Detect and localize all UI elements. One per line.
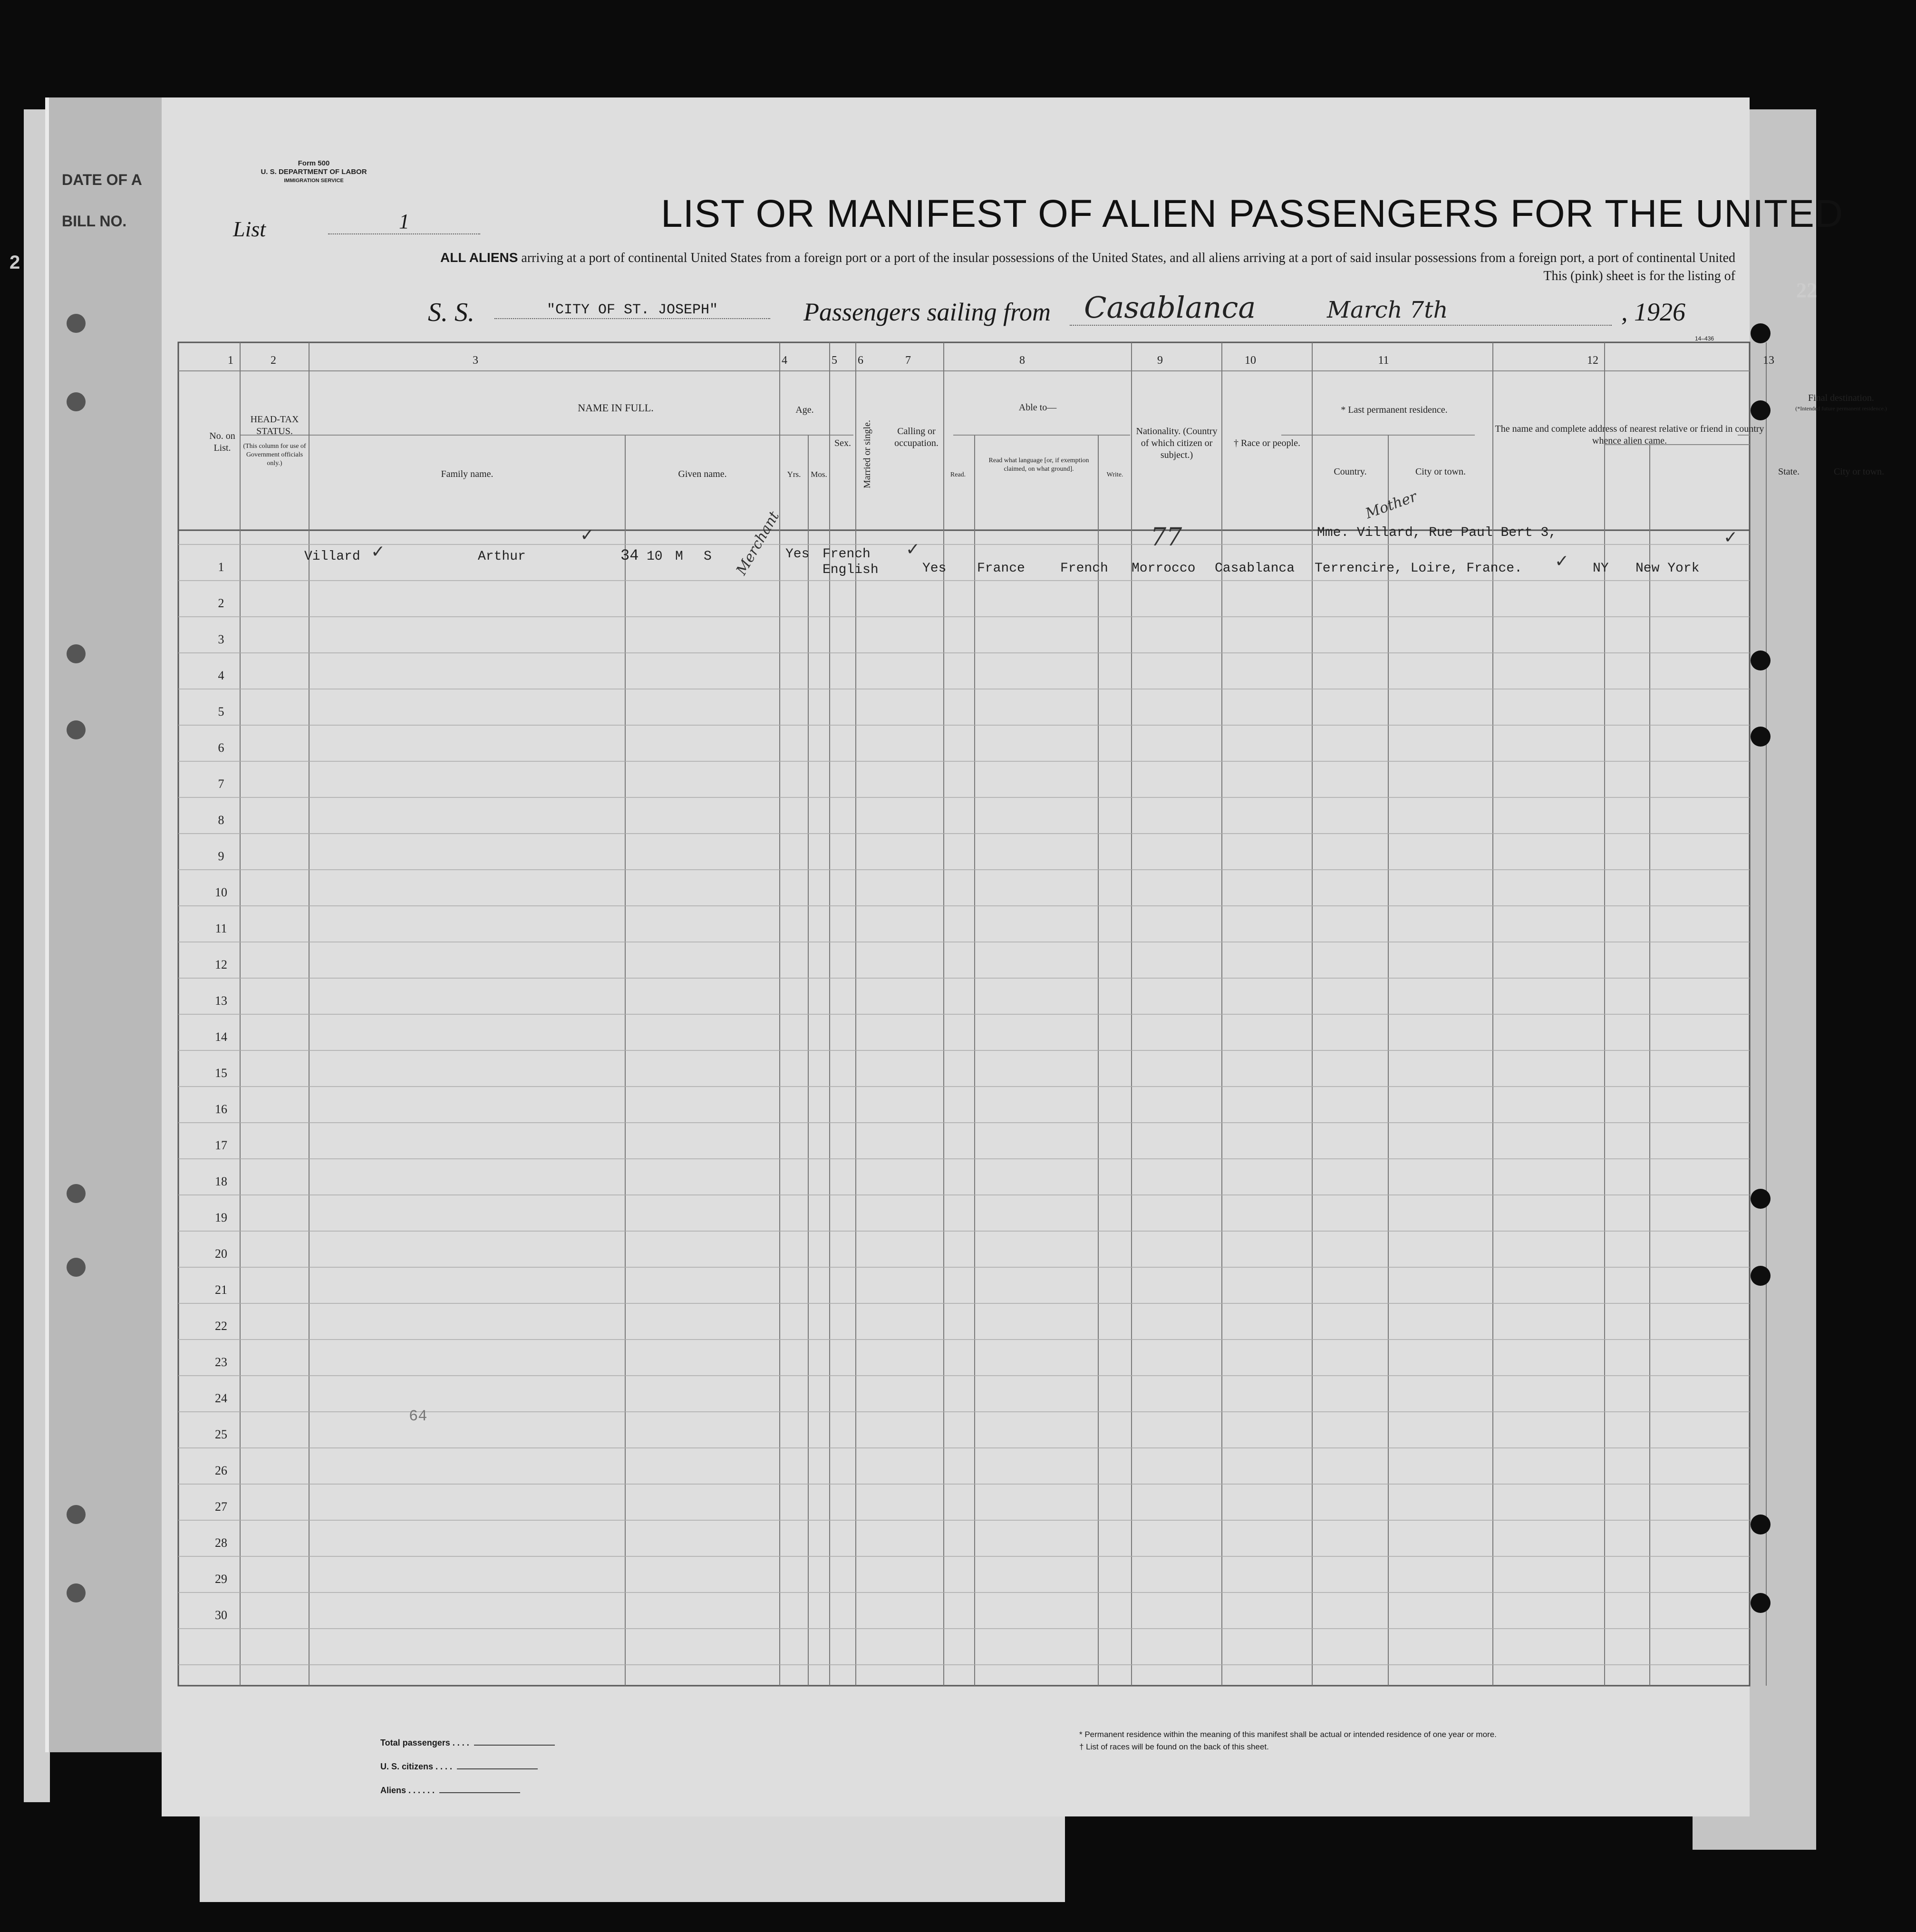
col-10-number: 10 <box>1245 354 1256 367</box>
entry-given-name: Arthur <box>478 549 526 564</box>
footnotes <box>1079 1728 1497 1753</box>
instructions-line2: This (pink) sheet is for the listing of <box>1543 269 1735 283</box>
check-mark: ✓ <box>1555 552 1569 571</box>
col-11-number: 11 <box>1378 354 1389 367</box>
list-number: 1 <box>328 209 480 234</box>
sailing-from-field <box>1070 290 1612 326</box>
punch-hole <box>1751 727 1771 747</box>
row-number: 4 <box>218 669 224 682</box>
col-2-number: 2 <box>271 354 276 367</box>
sailing-port: Casablanca <box>1084 290 1256 325</box>
row-number: 2 <box>218 596 224 610</box>
punch-hole <box>1751 1189 1771 1209</box>
col-12-number: 12 <box>1587 354 1598 367</box>
header-race: † Race or people. <box>1234 438 1300 448</box>
punch-hole <box>1751 1515 1771 1534</box>
page-title: LIST OR MANIFEST OF ALIEN PASSENGERS FOR THE UNITED <box>661 192 1844 235</box>
punch-hole <box>67 1258 86 1277</box>
header-last-residence: * Last permanent residence. <box>1341 405 1448 415</box>
row-number: 15 <box>215 1066 227 1080</box>
entry-read: Yes <box>785 547 810 562</box>
instructions-lead: ALL ALIENS <box>440 250 518 265</box>
row-number: 5 <box>218 705 224 718</box>
row-number: 21 <box>215 1283 227 1297</box>
row-number: 18 <box>215 1175 227 1188</box>
form-department: U. S. DEPARTMENT OF LABOR <box>261 168 367 176</box>
row-number: 1 <box>218 560 224 574</box>
col-5-number: 5 <box>832 354 837 367</box>
row-number: 13 <box>215 994 227 1008</box>
form-code: 14–436 <box>1695 335 1714 342</box>
check-mark: ✓ <box>1723 528 1738 547</box>
row-number: 26 <box>215 1464 227 1477</box>
row-number: 30 <box>215 1608 227 1622</box>
header-head-tax-note: (This column for use of Government officials only.) <box>243 443 306 467</box>
entry-residence-country: Morrocco <box>1132 561 1196 576</box>
row-number: 28 <box>215 1536 227 1550</box>
header-mos: Mos. <box>811 470 827 479</box>
header-yrs: Yrs. <box>787 470 801 479</box>
form-service: IMMIGRATION SERVICE <box>284 178 344 184</box>
manifest-sheet <box>162 97 1887 1816</box>
col-13-number: 13 <box>1763 354 1774 367</box>
left-margin-number: 2 <box>10 252 20 273</box>
header-given-name: Given name. <box>678 469 727 479</box>
check-mark: ✓ <box>906 540 920 559</box>
col-9-number: 9 <box>1157 354 1163 367</box>
col-7-number: 7 <box>905 354 911 367</box>
footnote-residence: * Permanent residence within the meaning of this manifest shall be actual or intended residence of one year or more. <box>1079 1730 1497 1739</box>
us-citizens-label: U. S. citizens . . . . <box>380 1762 453 1771</box>
ss-label: S. S. <box>428 298 474 327</box>
header-married-single: Married or single. <box>862 420 872 488</box>
header-write: Write. <box>1106 471 1123 478</box>
entry-relative-line-1: Mme. Villard, Rue Paul Bert 3, <box>1317 525 1557 540</box>
relative-annotation: Mother <box>1363 488 1419 523</box>
entry-sex: M <box>675 549 683 564</box>
list-label: List <box>233 217 266 241</box>
form-header <box>238 159 390 185</box>
entry-write: Yes <box>922 561 947 576</box>
sailing-year: , 1926 <box>1621 298 1685 326</box>
row-number: 8 <box>218 813 224 827</box>
check-mark: ✓ <box>371 542 386 562</box>
left-fragment-line: DATE OF A <box>62 171 142 188</box>
row-number: 27 <box>215 1500 227 1514</box>
country-annotation: 77 <box>1151 523 1182 552</box>
underlying-sheet-left <box>45 97 177 1752</box>
sailing-date: March 7th <box>1327 297 1448 323</box>
ruled-grid <box>178 342 1750 1686</box>
col-8-number: 8 <box>1019 354 1025 367</box>
check-mark: ✓ <box>580 525 595 545</box>
header-res-country: Country. <box>1334 466 1367 477</box>
punch-hole <box>1751 400 1771 420</box>
entry-age-months: 10 <box>647 549 663 564</box>
punch-hole <box>67 314 86 333</box>
row-number: 3 <box>218 632 224 646</box>
entry-race: French <box>1060 561 1108 576</box>
header-relative: The name and complete address of nearest relative or friend in country whence alien came. <box>1495 424 1764 446</box>
punch-hole <box>67 720 86 739</box>
punch-hole <box>67 1505 86 1524</box>
punch-hole <box>67 1583 86 1602</box>
entry-nationality: France <box>977 561 1025 576</box>
margin-mark: 64 <box>409 1408 427 1425</box>
row-number: 10 <box>215 885 227 899</box>
row-number: 11 <box>215 922 227 935</box>
right-margin-number: 22 <box>1796 279 1817 302</box>
punch-hole <box>1751 1593 1771 1613</box>
totals-block <box>380 1731 555 1802</box>
left-fragment-line: BILL NO. <box>62 213 127 230</box>
row-number: 20 <box>215 1247 227 1261</box>
row-number: 22 <box>215 1319 227 1333</box>
col-6-number: 6 <box>858 354 863 367</box>
row-number: 23 <box>215 1355 227 1369</box>
row-number: 19 <box>215 1211 227 1224</box>
entry-age-years: 34 <box>620 547 639 564</box>
header-head-tax: HEAD-TAX STATUS. <box>250 414 299 437</box>
entry-marital-status: S <box>704 549 712 564</box>
total-passengers-label: Total passengers . . . . <box>380 1738 469 1748</box>
row-number: 17 <box>215 1138 227 1152</box>
header-age: Age. <box>795 405 814 415</box>
col-1-number: 1 <box>228 354 233 367</box>
header-nationality: Nationality. (Country of which citizen or subject.) <box>1136 426 1218 460</box>
entry-language-1: French <box>823 547 871 562</box>
entry-relative-line-2: Terrencire, Loire, France. <box>1315 561 1522 576</box>
row-number: 29 <box>215 1572 227 1586</box>
row-number: 6 <box>218 741 224 755</box>
entry-language-2: English <box>823 563 879 577</box>
sailing-label: Passengers sailing from <box>803 298 1051 326</box>
aliens-label: Aliens . . . . . . <box>380 1786 435 1795</box>
entry-family-name: Villard <box>304 549 360 564</box>
col-4-number: 4 <box>782 354 787 367</box>
header-final-destination: Final destination. <box>1808 393 1874 403</box>
left-sheet-fragment <box>62 171 171 254</box>
header-family-name: Family name. <box>441 469 494 479</box>
header-able-to: Able to— <box>1018 402 1057 413</box>
entry-occupation: Merchant <box>733 508 783 578</box>
header-calling: Calling or occupation. <box>894 426 939 448</box>
entry-residence-city: Casablanca <box>1215 561 1295 576</box>
row-number: 25 <box>215 1427 227 1441</box>
row-number: 16 <box>215 1102 227 1116</box>
row-number: 12 <box>215 958 227 971</box>
punch-hole <box>67 392 86 411</box>
header-no-on-list: No. on List. <box>209 431 235 453</box>
row-number: 9 <box>218 849 224 863</box>
header-state: State. <box>1778 466 1800 477</box>
header-final-note: (*Intended future permanent residence.) <box>1795 405 1887 412</box>
punch-hole <box>1751 323 1771 343</box>
header-dest-city: City or town. <box>1833 466 1885 477</box>
header-name-in-full: NAME IN FULL. <box>578 402 654 414</box>
instructions <box>361 249 1735 285</box>
row-number: 14 <box>215 1030 227 1044</box>
ship-name: "CITY OF ST. JOSEPH" <box>494 302 770 319</box>
col-3-number: 3 <box>473 354 478 367</box>
row-number: 7 <box>218 777 224 791</box>
punch-hole <box>1751 650 1771 670</box>
punch-hole <box>67 1184 86 1203</box>
instructions-text: arriving at a port of continental United States from a foreign port or a port of the insular possessions of the United States, and all aliens arriving at a port of said insular possessions from a foreign port, a port of continental United <box>521 251 1735 265</box>
row-number: 24 <box>215 1391 227 1405</box>
form-number: Form 500 <box>298 159 330 167</box>
footnote-races: † List of races will be found on the back of this sheet. <box>1079 1742 1269 1751</box>
entry-destination-city: New York <box>1635 561 1700 576</box>
entry-destination-state: NY <box>1593 561 1609 576</box>
header-read: Read. <box>950 471 966 478</box>
header-sex: Sex. <box>834 438 851 448</box>
punch-hole <box>1751 1266 1771 1286</box>
punch-hole <box>67 644 86 663</box>
header-res-city: City or town. <box>1415 466 1466 477</box>
header-read-language: Read what language [or, if exemption claimed, on what ground]. <box>988 457 1089 473</box>
